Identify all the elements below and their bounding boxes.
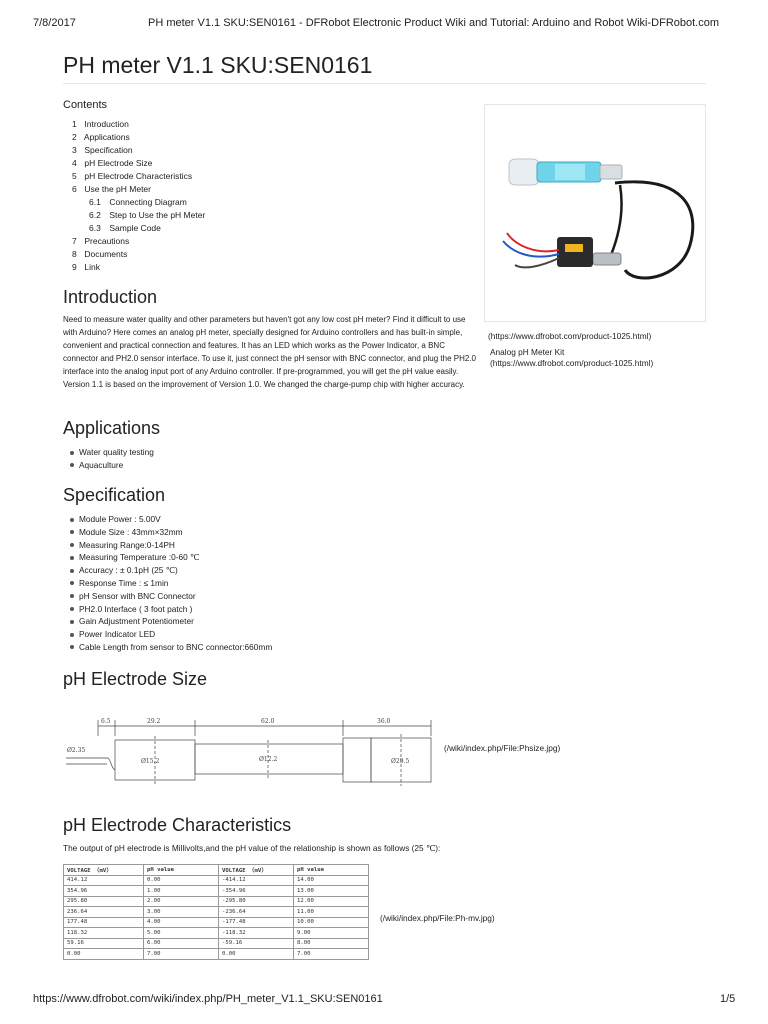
- characteristics-intro: The output of pH electrode is Millivolts,and the pH value of the relationship is shown as follows (25 ℃):: [63, 843, 441, 853]
- ph-meter-kit-illustration: [485, 105, 705, 321]
- toc-item[interactable]: 6 Use the pH Meter: [72, 184, 151, 194]
- list-item: pH Sensor with BNC Connector: [70, 590, 272, 603]
- dim-label: 62.0: [261, 718, 275, 725]
- table-cell: 7.00: [294, 949, 369, 960]
- list-item: Cable Length from sensor to BNC connector:660mm: [70, 641, 272, 654]
- caption-title: Analog pH Meter Kit: [490, 347, 565, 357]
- table-cell: 414.12: [64, 875, 144, 886]
- toc-item[interactable]: 3 Specification: [72, 145, 133, 155]
- table-row: [64, 938, 369, 949]
- dim-label: Ø29.5: [391, 758, 410, 765]
- specification-heading: Specification: [63, 485, 166, 505]
- table-cell: 6.00: [144, 938, 219, 949]
- list-item: Response Time : ≤ 1min: [70, 577, 272, 590]
- electrode-size-diagram[interactable]: [63, 712, 438, 800]
- toc-heading: Contents: [63, 99, 108, 111]
- table-cell: -118.32: [219, 928, 294, 939]
- table-header-cell: VOLTAGE （mV）: [219, 865, 294, 876]
- toc-item[interactable]: 2 Applications: [72, 132, 130, 142]
- product-image[interactable]: [484, 104, 706, 322]
- table-row: [64, 875, 369, 886]
- toc-item[interactable]: 9 Link: [72, 262, 100, 272]
- table-cell: -236.64: [219, 907, 294, 918]
- toc-item[interactable]: 7 Precautions: [72, 236, 130, 246]
- product-image-link[interactable]: (https://www.dfrobot.com/product-1025.html): [488, 331, 652, 341]
- toc-item[interactable]: 1 Introduction: [72, 119, 129, 129]
- list-item: Module Size : 43mm×32mm: [70, 526, 272, 539]
- table-cell: 11.00: [294, 907, 369, 918]
- toc-subitem[interactable]: 6.3 Sample Code: [89, 223, 161, 233]
- table-cell: 10.00: [294, 917, 369, 928]
- table-header-cell: pH value: [294, 865, 369, 876]
- applications-heading: Applications: [63, 418, 161, 438]
- table-cell: 118.32: [64, 928, 144, 939]
- header-date: 7/8/2017: [33, 17, 76, 29]
- table-cell: 295.80: [64, 896, 144, 907]
- table-cell: 2.00: [144, 896, 219, 907]
- table-cell: 5.00: [144, 928, 219, 939]
- table-header-cell: pH value: [144, 865, 219, 876]
- table-cell: 0.00: [144, 875, 219, 886]
- list-item: Measuring Temperature :0-60 ℃: [70, 551, 272, 564]
- table-header-row: [64, 865, 369, 876]
- list-item: Water quality testing: [70, 446, 154, 459]
- table-cell: -354.96: [219, 886, 294, 897]
- table-header-cell: VOLTAGE （mV）: [64, 865, 144, 876]
- dim-label: 29.2: [147, 718, 161, 725]
- mv-ph-table[interactable]: [63, 864, 369, 960]
- toc-subitem[interactable]: 6.1 Connecting Diagram: [89, 197, 187, 207]
- table-cell: 8.00: [294, 938, 369, 949]
- toc-item[interactable]: 4 pH Electrode Size: [72, 158, 153, 168]
- list-item: Power Indicator LED: [70, 628, 272, 641]
- list-item: Accuracy : ± 0.1pH (25 ℃): [70, 564, 272, 577]
- table-cell: 0.00: [219, 949, 294, 960]
- footer-page-number: 1/5: [720, 993, 736, 1005]
- table-row: [64, 907, 369, 918]
- table-row: [64, 917, 369, 928]
- title-divider: [63, 83, 706, 84]
- table-row: [64, 949, 369, 960]
- table-row: [64, 928, 369, 939]
- table-cell: 12.00: [294, 896, 369, 907]
- list-item: Gain Adjustment Potentiometer: [70, 615, 272, 628]
- table-cell: 9.00: [294, 928, 369, 939]
- introduction-heading: Introduction: [63, 287, 158, 307]
- dim-label: 36.0: [377, 718, 391, 725]
- table-row: [64, 886, 369, 897]
- table-cell: 7.00: [144, 949, 219, 960]
- list-item: Measuring Range:0-14PH: [70, 539, 272, 552]
- table-cell: 354.96: [64, 886, 144, 897]
- table-cell: 4.00: [144, 917, 219, 928]
- toc-item[interactable]: 8 Documents: [72, 249, 128, 259]
- table-row: [64, 896, 369, 907]
- list-item: Aquaculture: [70, 459, 154, 472]
- dim-label: 6.5: [101, 718, 111, 725]
- product-image-caption: [490, 347, 653, 369]
- page-title: PH meter V1.1 SKU:SEN0161: [63, 52, 373, 78]
- header-doc-title: PH meter V1.1 SKU:SEN0161 - DFRobot Electronic Product Wiki and Tutorial: Arduino and Robot Wiki-DFRobot.com: [148, 17, 720, 29]
- table-cell: 14.00: [294, 875, 369, 886]
- table-cell: 236.64: [64, 907, 144, 918]
- table-cell: 177.48: [64, 917, 144, 928]
- introduction-text: Need to measure water quality and other parameters but haven't got any low cost pH meter? Find it difficult to use with Arduino? Here comes an analog pH meter, specially designed for Arduino controllers and has built-in simple, convenient and practical connection and features. It has an LED which works as the Power Indicator, a BNC connector and PH2.0 sensor interface. To use it, just connect the pH sensor with BNC connector, and plug the PH2.0 interface into the analog input port of any Arduino controller. If pre-programmed, you will get the pH value easily. Version 1.1 is based on the improvement of Version 1.0. We changed the charge-pump chip with higher accuracy.: [63, 315, 476, 389]
- footer-url: https://www.dfrobot.com/wiki/index.php/PH_meter_V1.1_SKU:SEN0161: [33, 993, 383, 1005]
- table-cell: 3.00: [144, 907, 219, 918]
- table-cell: -295.80: [219, 896, 294, 907]
- table-cell: -414.12: [219, 875, 294, 886]
- applications-list: [70, 446, 154, 472]
- specification-list: [70, 513, 272, 654]
- mv-table-image-link[interactable]: (/wiki/index.php/File:Ph-mv.jpg): [380, 913, 495, 923]
- electrode-size-image-link[interactable]: (/wiki/index.php/File:Phsize.jpg): [444, 743, 561, 753]
- characteristics-heading: pH Electrode Characteristics: [63, 815, 292, 835]
- dim-label: Ø12.2: [259, 756, 278, 763]
- list-item: Module Power : 5.00V: [70, 513, 272, 526]
- table-cell: 0.00: [64, 949, 144, 960]
- table-cell: 13.00: [294, 886, 369, 897]
- table-of-contents: [72, 118, 205, 274]
- table-cell: 1.00: [144, 886, 219, 897]
- electrode-size-heading: pH Electrode Size: [63, 669, 208, 689]
- table-cell: -177.48: [219, 917, 294, 928]
- table-cell: -59.16: [219, 938, 294, 949]
- dim-label: Ø2.35: [67, 747, 86, 754]
- list-item: PH2.0 Interface ( 3 foot patch ): [70, 603, 272, 616]
- toc-item[interactable]: 5 pH Electrode Characteristics: [72, 171, 193, 181]
- caption-link[interactable]: (https://www.dfrobot.com/product-1025.html): [490, 358, 654, 368]
- dim-label: Ø15.2: [141, 758, 160, 765]
- table-cell: 59.16: [64, 938, 144, 949]
- toc-subitem[interactable]: 6.2 Step to Use the pH Meter: [89, 210, 206, 220]
